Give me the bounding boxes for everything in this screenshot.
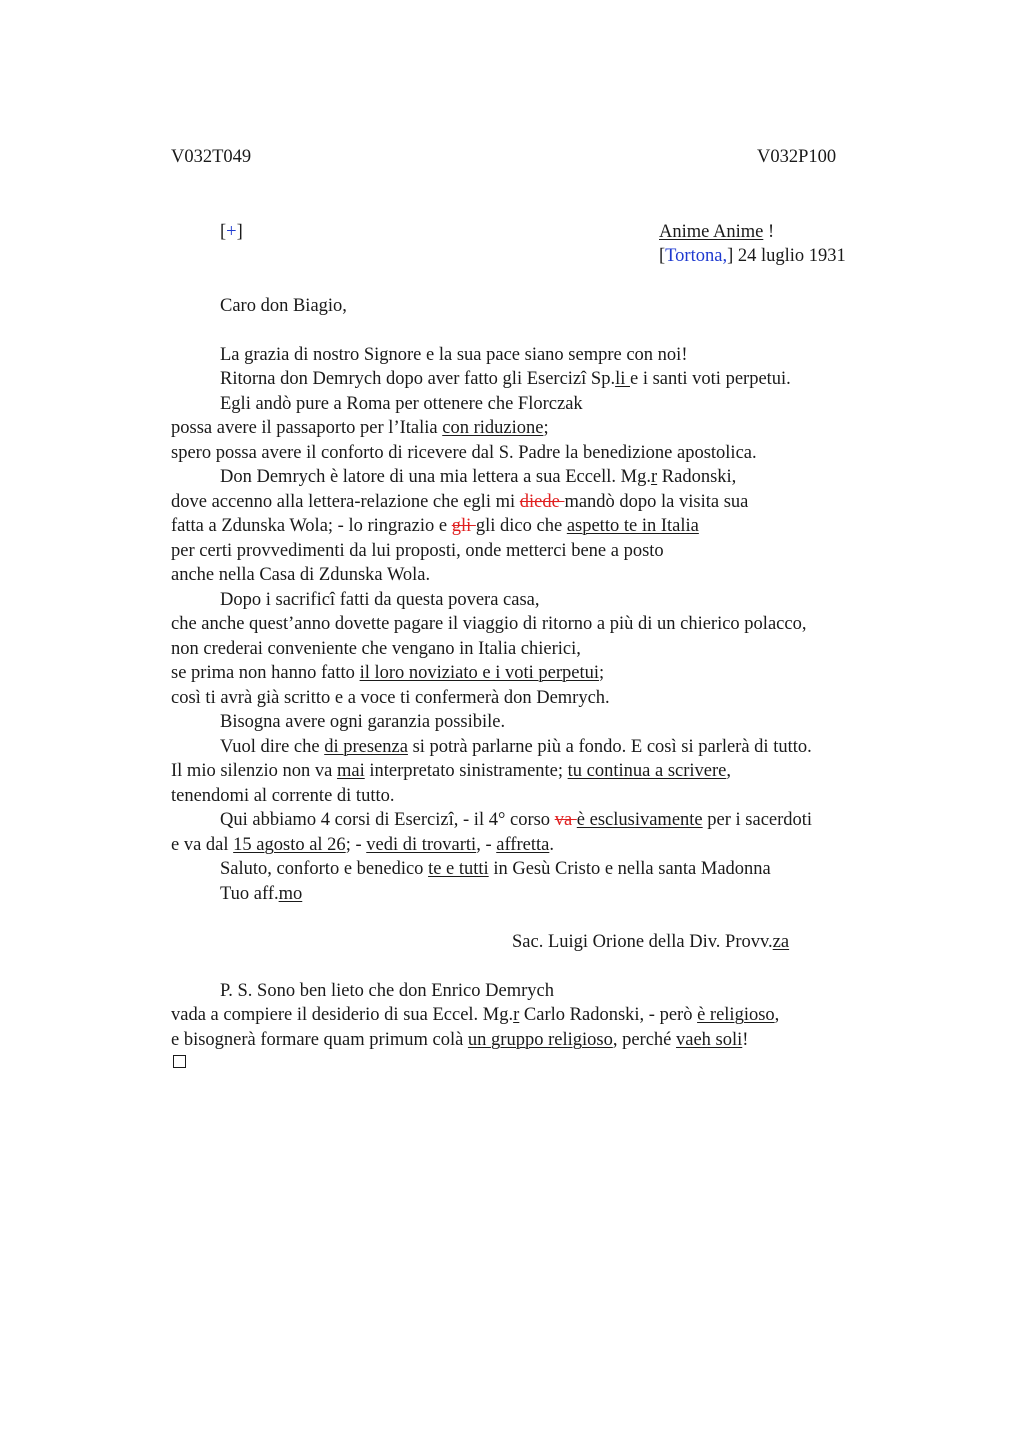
letter-line-21: e va dal 15 agosto al 26; - vedi di trovarti, - affretta.	[171, 835, 554, 855]
letter-line-15: così ti avrà già scritto e a voce ti confermerà don Demrych.	[171, 688, 610, 708]
letter-line-5: spero possa avere il conforto di ricevere dal S. Padre la benedizione apostolica.	[171, 443, 757, 463]
bracket-close: ]	[236, 222, 243, 242]
deleted-word: va	[554, 810, 577, 830]
letter-line-11: Dopo i sacrifici fatti da questa povera casa,	[220, 590, 540, 610]
letter-line-13: non crederai conveniente che vengano in Italia chierici,	[171, 639, 581, 659]
letter-line-16: Bisogna avere ogni garanzia possibile.	[220, 712, 506, 732]
letter-line-19: tenendomi al corrente di tutto.	[171, 786, 395, 806]
letter-line-4: possa avere il passaporto per l’Italia con riduzione;	[171, 418, 549, 438]
letter-line-14: se prima non hanno fatto il loro noviziato e i voti perpetui;	[171, 663, 605, 683]
place: Tortona,	[665, 246, 728, 266]
place-date	[659, 246, 846, 267]
cross-mark	[220, 222, 243, 243]
letter-line-7: dove accenno alla lettera-relazione che egli mi diede mandò dopo la visita sua	[171, 492, 749, 512]
bracket-open: [	[220, 222, 227, 242]
motto-text: Anime Anime	[659, 222, 764, 242]
end-square-icon	[173, 1055, 186, 1068]
postscript-line-1: P. S. Sono ben lieto che don Enrico Demrych	[220, 981, 554, 1001]
letter-line-17: Vuol dire che di presenza si potrà parlarne più a fondo. E così si parlerà di tutto.	[220, 737, 812, 757]
letter-line-18: Il mio silenzio non va mai interpretato sinistramente; tu continua a scrivere,	[171, 761, 731, 781]
salutation: Caro don Biagio,	[220, 296, 347, 316]
date: 24 luglio 1931	[733, 246, 846, 266]
document-code-left: V032T049	[171, 147, 252, 167]
postscript-line-2: vada a compiere il desiderio di sua Eccel. Mg.r Carlo Radonski, - però è religioso,	[171, 1005, 780, 1025]
letter-line-6: Don Demrych è latore di una mia lettera a sua Eccell. Mg.r Radonski,	[220, 467, 737, 487]
letter-line-9: per certi provvedimenti da lui proposti, onde metterci bene a posto	[171, 541, 664, 561]
motto-mark: !	[763, 222, 775, 242]
letter-line-12: che anche quest’anno dovette pagare il viaggio di ritorno a più di un chierico polacco,	[171, 614, 807, 634]
letter-line-1: La grazia di nostro Signore e la sua pace siano sempre con noi!	[220, 345, 688, 365]
letter-line-3: Egli andò pure a Roma per ottenere che Florczak	[220, 394, 583, 414]
letter-line-22: Saluto, conforto e benedico te e tutti in Gesù Cristo e nella santa Madonna	[220, 859, 771, 879]
deleted-word: diede	[519, 492, 565, 512]
postscript-line-3: e bisognerà formare quam primum colà un gruppo religioso, perché vaeh soli!	[171, 1030, 749, 1050]
cross-icon: +	[226, 222, 237, 242]
document-code-right: V032P100	[757, 147, 837, 167]
letter-line-20: Qui abbiamo 4 corsi di Esercizi, - il 4° corso va è esclusivamente per i sacerdoti	[220, 810, 813, 830]
letter-line-8: fatta a Zdunska Wola; - lo ringrazio e gli gli dico che aspetto te in Italia	[171, 516, 699, 536]
signature: Sac. Luigi Orione della Div. Provv.za	[512, 932, 790, 952]
motto	[659, 222, 774, 243]
deleted-word: gli	[451, 516, 476, 536]
bracket-open: [	[659, 246, 666, 266]
bracket-close: ]	[727, 246, 734, 266]
closing: Tuo aff.mo	[220, 884, 303, 904]
letter-line-2: Ritorna don Demrych dopo aver fatto gli Esercizi Sp.li e i santi voti perpetui.	[220, 369, 791, 389]
letter-line-10: anche nella Casa di Zdunska Wola.	[171, 565, 431, 585]
